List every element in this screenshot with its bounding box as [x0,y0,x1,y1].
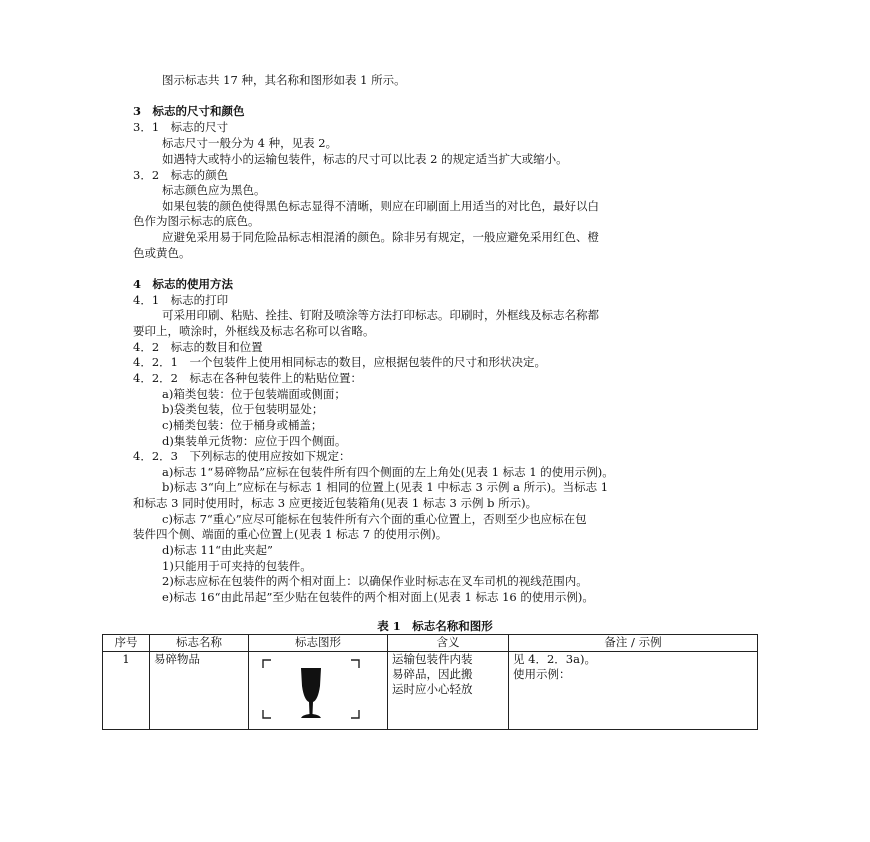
text-line: 标志颜色应为黑色。 [162,183,266,197]
text-line: 4．2．2 标志在各种包装件上的粘贴位置： [133,371,362,385]
text-line: 要印上，喷涂时，外框线及标志名称可以省略。 [133,324,375,338]
meaning-line: 运输包装件内装 [392,652,473,666]
list-item: 1)只能用于可夹持的包装件。 [162,559,312,573]
list-item: a)标志 1“易碎物品”应标在包装件所有四个侧面的左上角处(见表 1 标志 1 的使用示例)。 [162,465,614,479]
symbols-table [102,634,758,730]
row-number: 1 [103,652,150,730]
text-line: 图示标志共 17 种，其名称和图形如表 1 所示。 [162,73,406,87]
section-heading: 3 标志的尺寸和颜色 [133,104,245,118]
list-item: c)标志 7“重心”应尽可能标在包装件所有六个面的重心位置上，否则至少也应标在包 [162,512,587,526]
row-meaning [388,652,509,730]
list-item: 2)标志应标在包装件的两个相对面上：以确保作业时标志在叉车司机的视线范围内。 [162,574,588,588]
table-caption: 表 1 标志名称和图形 [377,619,493,633]
list-item: c)桶类包装：位于桶身或桶盖； [162,418,323,432]
list-item: d)集装单元货物：应位于四个侧面。 [162,434,347,448]
text-line: 装件四个侧、端面的重心位置上(见表 1 标志 7 的使用示例)。 [133,527,448,541]
list-item: b)袋类包装，位于包装明显处； [162,402,324,416]
column-header: 含义 [388,635,509,652]
text-line: 如遇特大或特小的运输包装件，标志的尺寸可以比表 2 的规定适当扩大或缩小。 [162,152,568,166]
row-symbol [249,652,388,730]
text-line: 色或黄色。 [133,246,191,260]
column-header: 备注 / 示例 [509,635,758,652]
subsection-heading: 4．1 标志的打印 [133,293,229,307]
text-line: 如果包装的颜色使得黑色标志显得不清晰，则应在印刷面上用适当的对比色，最好以白 [162,199,599,213]
note-line: 使用示例： [513,667,571,681]
text-line: 标志尺寸一般分为 4 种，见表 2。 [162,136,338,150]
meaning-line: 运时应小心轻放 [392,682,473,696]
list-item: b)标志 3“向上”应标在与标志 1 相同的位置上(见表 1 中标志 3 示例 a 所示)。当标志 1 [162,480,609,494]
row-name: 易碎物品 [150,652,249,730]
subsection-heading: 3．2 标志的颜色 [133,168,229,182]
section-heading: 4 标志的使用方法 [133,277,234,291]
text-line: 和标志 3 同时使用时，标志 3 应更接近包装箱角(见表 1 标志 3 示例 b 所示)。 [133,496,538,510]
text-line: 4．2．3 下列标志的使用应按如下规定： [133,449,351,463]
list-item: d)标志 11“由此夹起” [162,543,273,557]
row-note [509,652,758,730]
subsection-heading: 4．2 标志的数目和位置 [133,340,263,354]
text-line: 可采用印刷、粘贴、拴挂、钉附及喷涂等方法打印标志。印刷时，外框线及标志名称都 [162,308,599,322]
column-header: 序号 [103,635,150,652]
text-line: 应避免采用易于同危险品标志相混淆的颜色。除非另有规定，一般应避免采用红色、橙 [162,230,599,244]
column-header: 标志名称 [150,635,249,652]
subsection-heading: 3．1 标志的尺寸 [133,120,229,134]
text-line: 色作为图示标志的底色。 [133,214,260,228]
list-item: a)箱类包装：位于包装端面或侧面； [162,387,346,401]
meaning-line: 易碎品，因此搬 [392,667,473,681]
column-header: 标志图形 [249,635,388,652]
table-row [103,652,758,730]
list-item: e)标志 16“由此吊起”至少贴在包装件的两个相对面上(见表 1 标志 16 的使用示例)。 [162,590,594,604]
fragile-glass-icon [253,652,353,722]
table-header-row [103,635,758,652]
text-line: 4．2．1 一个包装件上使用相同标志的数目，应根据包装件的尺寸和形状决定。 [133,355,546,369]
note-line: 见 4．2．3a)。 [513,652,596,666]
